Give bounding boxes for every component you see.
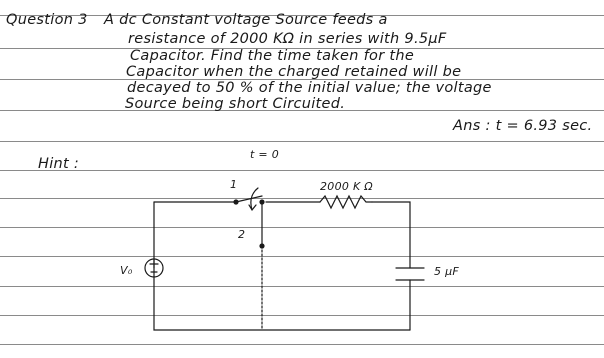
resistor [320,196,372,208]
source-label: V₀ [120,264,133,277]
terminal-dot [260,244,264,248]
resistor-label: 2000 K Ω [320,180,374,193]
question-label: Question 3 [6,12,88,28]
terminal-dot [260,200,264,204]
question-line: A dc Constant voltage Source feeds a [104,12,388,28]
terminal-dot [234,200,238,204]
question-line: Capacitor. Find the time taken for the [130,48,415,64]
capacitor-label: 5 μF [434,265,460,278]
switch-time-label: t = 0 [250,148,280,161]
question-line: resistance of 2000 KΩ in series with 9.5μF [128,31,447,47]
switch-arrow [249,205,256,210]
switch-position-1: 1 [230,178,238,191]
switch-arm [236,196,262,202]
question-line: decayed to 50 % of the initial value; the voltage [127,80,492,96]
question-line: Capacitor when the charged retained will be [126,64,462,80]
answer-text: Ans : t = 6.93 sec. [453,118,593,134]
switch-position-2: 2 [238,228,246,241]
wire [372,202,410,268]
hint-label: Hint : [38,156,80,172]
wire [154,202,410,330]
question-line: Source being short Circuited. [125,96,346,112]
